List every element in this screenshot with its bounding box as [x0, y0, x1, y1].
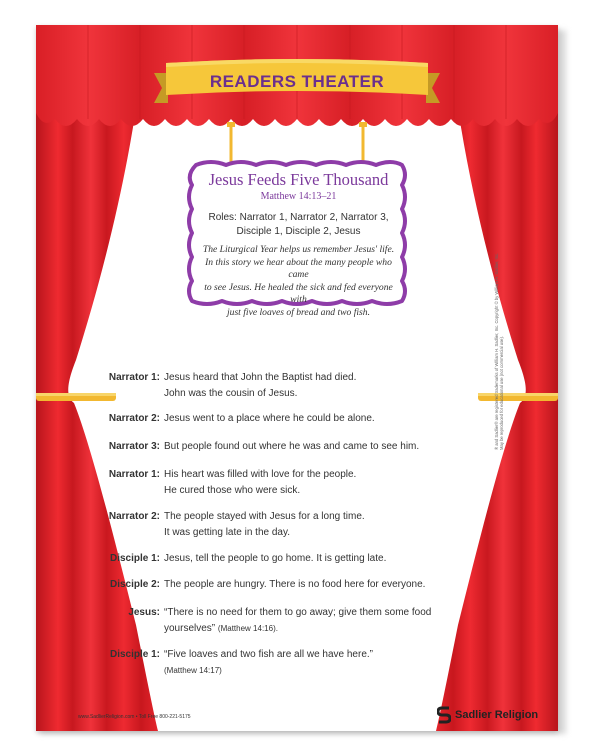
- title-sign: [181, 162, 416, 318]
- speaker-label: Disciple 1:: [109, 553, 160, 564]
- scripture-citation: (Matthew 14:17): [164, 666, 222, 675]
- speaker-label: Narrator 3:: [108, 441, 160, 452]
- roles-list: Roles: Narrator 1, Narrator 2, Narrator 3, Disciple 1, Disciple 2, Jesus: [208, 212, 389, 237]
- scripture-reference: Matthew 14:13–21: [260, 191, 337, 202]
- speech-text: But people found out where he was and came to see him.: [164, 441, 420, 452]
- speech-text: The people are hungry. There is no food here for everyone.: [164, 579, 426, 590]
- speech-text: Jesus heard that John the Baptist had died. John was the cousin of Jesus.: [164, 372, 357, 399]
- banner-title: READERS THEATER: [209, 72, 385, 91]
- footer-website: www.SadlierReligion.com • Toll Free 800-221-5175: [78, 714, 191, 720]
- sadlier-logo: [437, 706, 538, 724]
- sadlier-s-icon: [437, 706, 451, 724]
- speaker-label: Jesus:: [128, 607, 160, 618]
- speech-text: “Five loaves and two fish are all we have here.” (Matthew 14:17): [164, 649, 373, 675]
- speech-text: His heart was filled with love for the people. He cured those who were sick.: [164, 469, 357, 496]
- worksheet-page: [36, 25, 558, 731]
- story-introduction: The Liturgical Year helps us remember Jesus' life. In this story we hear about the many people who came to see Jesus. He healed the sick and fed everyone with just five loaves of bread and two fish.: [202, 244, 395, 318]
- speech-text: Jesus went to a place where he could be alone.: [164, 413, 375, 424]
- scripture-citation: (Matthew 14:16).: [217, 624, 278, 633]
- speech-text: The people stayed with Jesus for a long time. It was getting late in the day.: [164, 511, 365, 538]
- speech-text: Jesus, tell the people to go home. It is getting late.: [164, 553, 387, 564]
- speaker-label: Narrator 1:: [108, 469, 160, 480]
- copyright-notice: ® and Sadlier® are registered trademarks of William H. Sadlier, Inc. Copyright © by William H. Sadlier, Inc. May be reproduced for educational use (not commercial use).: [494, 252, 504, 450]
- speaker-label: Narrator 2:: [108, 511, 160, 522]
- story-title: Jesus Feeds Five Thousand: [208, 170, 389, 189]
- speaker-label: Narrator 1:: [108, 372, 160, 383]
- speaker-label: Narrator 2:: [108, 413, 160, 424]
- speaker-label: Disciple 2:: [109, 579, 160, 590]
- speaker-label: Disciple 1:: [109, 649, 160, 660]
- brand-name: Sadlier Religion: [455, 709, 539, 721]
- speech-text: “There is no need for them to go away; give them some food yourselves” (Matthew 14:16).: [164, 607, 432, 634]
